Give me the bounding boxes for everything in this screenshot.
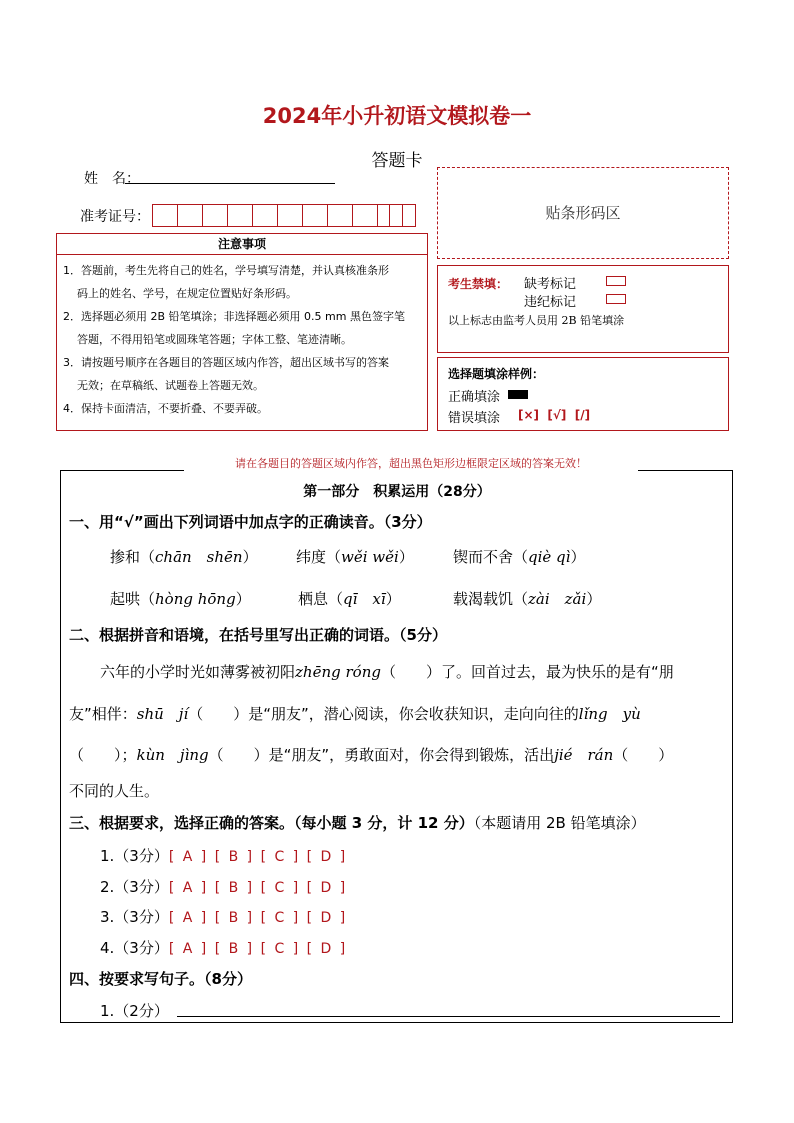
- q1-item: 锲而不舍（qiè qì）: [453, 548, 586, 566]
- name-label: 姓 名：: [84, 171, 140, 187]
- notice-line: 2．选择题必须用 2B 铅笔填涂；非选择题必须用 0.5 mm 黑色签字笔: [63, 310, 405, 323]
- notice-title: 注意事项: [57, 234, 427, 255]
- q2-title: 二、根据拼音和语境，在括号里写出正确的词语。（5分）: [69, 626, 447, 644]
- q2-line: 六年的小学时光如薄雾被初阳zhēng róng（ ）了。回首过去，最为快乐的是有“朋: [100, 663, 674, 681]
- id-digit-box[interactable]: [202, 204, 228, 227]
- violation-mark-box[interactable]: [606, 294, 626, 304]
- q3-title: 三、根据要求，选择正确的答案。（每小题 3 分，计 12 分）（本题请用 2B 铅笔填涂）: [69, 814, 646, 832]
- q1-item: 掺和（chān shēn）: [110, 548, 258, 566]
- name-field[interactable]: [125, 182, 335, 184]
- q1-title: 一、用“√”画出下列词语中加点字的正确读音。（3分）: [69, 513, 432, 531]
- id-digit-box[interactable]: [277, 204, 303, 227]
- absent-mark-label: 缺考标记: [524, 277, 577, 292]
- violation-mark-label: 违纪标记: [524, 295, 577, 310]
- notice-line: 1．答题前，考生先将自己的姓名，学号填写清楚，并认真核准条形: [63, 264, 389, 277]
- q3-item[interactable]: 2.（3分）[ A ] [ B ] [ C ] [ D ]: [100, 878, 348, 896]
- q1-item: 纬度（wěi wěi）: [296, 548, 414, 566]
- prohibit-note: 以上标志由监考人员用 2B 铅笔填涂: [448, 314, 625, 327]
- q4-title: 四、按要求写句子。（8分）: [69, 970, 252, 988]
- answer-card-title: 答题卡: [371, 151, 423, 171]
- sample-box: [437, 357, 729, 431]
- q2-line: 友”相伴：shū jí（ ）是“朋友”，潜心阅读，你会收获知识，走向向往的lǐng yù: [69, 705, 641, 723]
- q2-line: （ ）；kùn jìng（ ）是“朋友”，勇敢面对，你会得到锻炼，活出jié rán（ ）: [69, 746, 674, 764]
- wrong-fill-label: 错误填涂: [448, 411, 501, 426]
- id-digit-box[interactable]: [227, 204, 253, 227]
- id-digit-box[interactable]: [327, 204, 353, 227]
- id-digit-box[interactable]: [389, 204, 416, 227]
- absent-mark-box[interactable]: [606, 276, 626, 286]
- part1-title: 第一部分 积累运用（28分）: [303, 484, 491, 500]
- barcode-area-label: 贴条形码区: [545, 204, 621, 222]
- notice-line: 4．保持卡面清洁，不要折叠、不要弄破。: [63, 402, 268, 415]
- correct-fill-label: 正确填涂: [448, 390, 501, 405]
- id-label: 准考证号：: [80, 209, 150, 225]
- notice-line: 无效；在草稿纸、试题卷上答题无效。: [77, 379, 264, 392]
- id-digit-box[interactable]: [152, 204, 178, 227]
- notice-line: 3．请按题号顺序在各题目的答题区域内作答，超出区域书写的答案: [63, 356, 389, 369]
- prohibit-label: 考生禁填：: [448, 277, 509, 291]
- barcode-area: [437, 167, 729, 259]
- notice-line: 答题，不得用铅笔或圆珠笔答题；字体工整、笔迹清晰。: [77, 333, 352, 346]
- sample-title: 选择题填涂样例：: [448, 367, 545, 381]
- id-digit-box[interactable]: [252, 204, 278, 227]
- q3-item[interactable]: 3.（3分）[ A ] [ B ] [ C ] [ D ]: [100, 908, 348, 926]
- wrong-fill-samples: [×] [√] [/]: [518, 408, 591, 422]
- notice-box: [56, 233, 428, 431]
- warning-text: 请在各题目的答题区域内作答，超出黑色矩形边框限定区域的答案无效！: [235, 457, 587, 470]
- q4-answer-line[interactable]: [177, 1016, 720, 1017]
- prohibit-box: [437, 265, 729, 353]
- id-digit-box[interactable]: [177, 204, 203, 227]
- id-digit-box[interactable]: [302, 204, 328, 227]
- q4-item-label: 1.（2分）: [100, 1002, 169, 1020]
- id-digit-box[interactable]: [352, 204, 378, 227]
- correct-fill-sample: [508, 390, 528, 399]
- q3-item[interactable]: 4.（3分）[ A ] [ B ] [ C ] [ D ]: [100, 939, 348, 957]
- page-title: 2024年小升初语文模拟卷一: [262, 104, 532, 128]
- q2-line: 不同的人生。: [69, 782, 160, 800]
- q1-item: 栖息（qī xī）: [298, 590, 401, 608]
- q1-item: 载渴载饥（zài zǎi）: [453, 590, 602, 608]
- notice-line: 码上的姓名、学号，在规定位置贴好条形码。: [77, 287, 297, 300]
- q1-item: 起哄（hòng hōng）: [110, 590, 251, 608]
- q3-item[interactable]: 1.（3分）[ A ] [ B ] [ C ] [ D ]: [100, 847, 348, 865]
